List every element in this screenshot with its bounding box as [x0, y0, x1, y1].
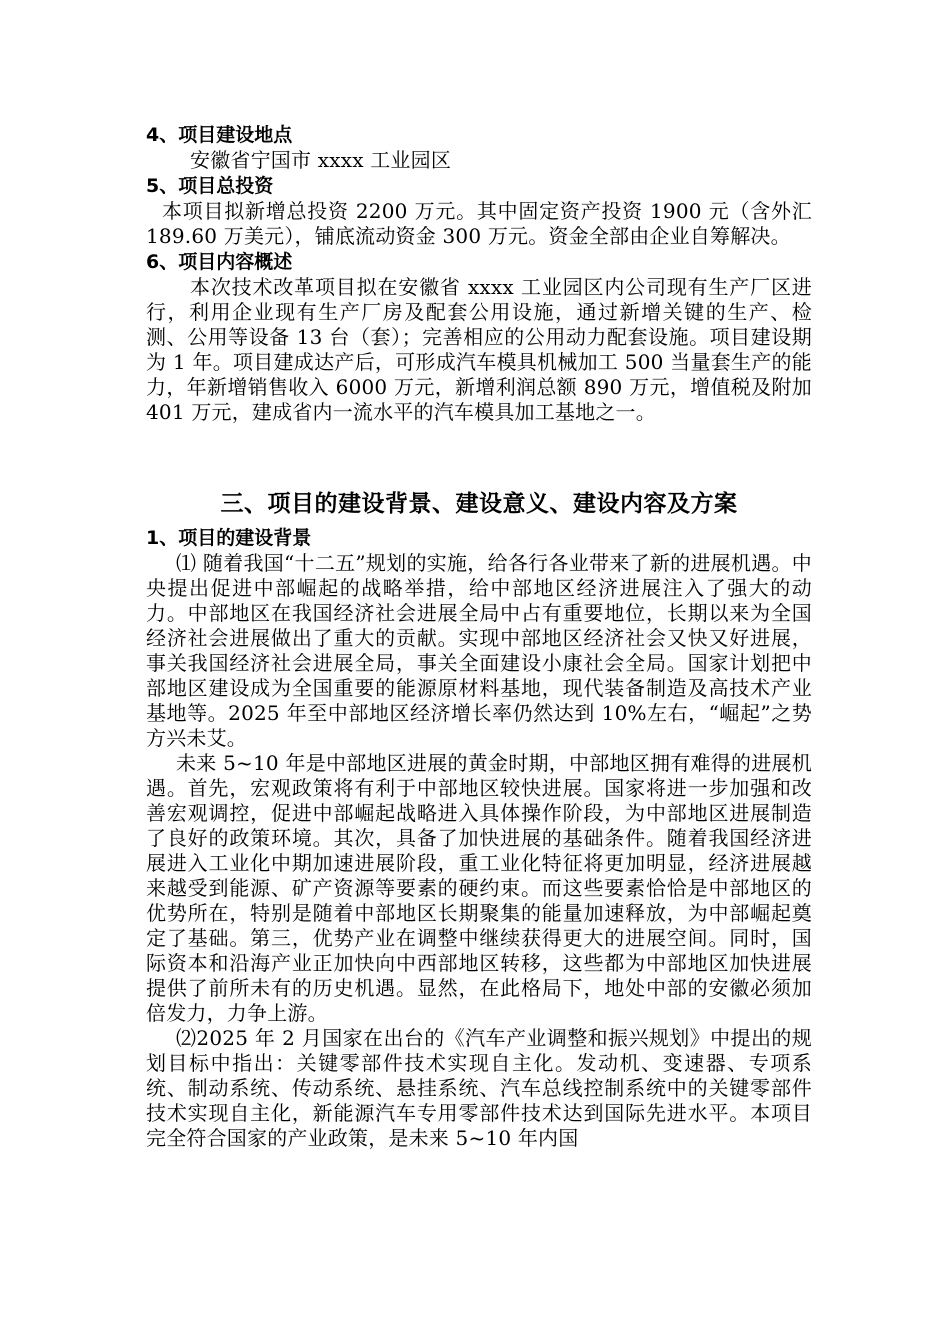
document-page: [146, 122, 812, 1151]
background-para-2: 未来 5~10 年是中部地区进展的黄金时期，中部地区拥有难得的进展机遇。首先，宏观政策将有利于中部地区较快进展。国家将进一步加强和改善宏观调控，促进中部崛起战略进入具体操作阶段，为中部地区进展制造了良好的政策环境。其次，具备了加快进展的基础条件。随着我国经济进展进入工业化中期加速进展阶段，重工业化特征将更加明显，经济进展越来越受到能源、矿产资源等要素的硬约束。而这些要素恰恰是中部地区的优势所在，特别是随着中部地区长期聚集的能量加速释放，为中部崛起奠定了基础。第三，优势产业在调整中继续获得更大的进展空间。同时，国际资本和沿海产业正加快向中西部地区转移，这些都为中部地区加快进展提供了前所未有的历史机遇。显然，在此格局下，地处中部的安徽必须加倍发力，力争上游。: [146, 751, 812, 1025]
background-para-1: ⑴ 随着我国“十二五”规划的实施，给各行各业带来了新的进展机遇。中央提出促进中部崛起的战略举措，给中部地区经济进展注入了强大的动力。中部地区在我国经济社会进展全局中占有重要地位，长期以来为全国经济社会进展做出了重大的贡献。实现中部地区经济社会又快又好进展，事关我国经济社会进展全局，事关全面建设小康社会全局。国家计划把中部地区建设成为全国重要的能源原材料基地，现代装备制造及高技术产业基地等。2025 年至中部地区经济增长率仍然达到 10%左右，“崛起”之势方兴未艾。: [146, 551, 812, 750]
item5-heading: 5、项目总投资: [146, 175, 274, 197]
item6-heading: 6、项目内容概述: [146, 251, 293, 273]
item4-heading: 4、项目建设地点: [146, 124, 293, 146]
chapter3-title: 三、项目的建设背景、建设意义、建设内容及方案: [220, 491, 738, 517]
item4-body: 安徽省宁国市 xxxx 工业园区: [190, 148, 452, 172]
background-para-3: ⑵2025 年 2 月国家在出台的《汽车产业调整和振兴规划》中提出的规划目标中指出：关键零部件技术实现自主化。发动机、变速器、专项系统、制动系统、传动系统、悬挂系统、汽车总线控制系统中的关键零部件技术实现自主化，新能源汽车专用零部件技术达到国际先进水平。本项目完全符合国家的产业政策，是未来 5~10 年内国: [146, 1026, 812, 1150]
background-heading: 1、项目的建设背景: [146, 527, 312, 549]
item6-body: 本次技术改革项目拟在安徽省 xxxx 工业园区内公司现有生产厂区进行，利用企业现有生产厂房及配套公用设施，通过新增关键的生产、检测、公用等设备 13 台（套）；完善相应的公用动力配套设施。项目建设期为 1 年。项目建成达产后，可形成汽车模具机械加工 500 当量套生产的能力，年新增销售收入 6000 万元，新增利润总额 890 万元，增值税及附加 401 万元，建成省内一流水平的汽车模具加工基地之一。: [146, 275, 812, 424]
item5-body: 本项目拟新增总投资 2200 万元。其中固定资产投资 1900 元（含外汇 189.60 万美元），铺底流动资金 300 万元。资金全部由企业自筹解决。: [146, 199, 812, 248]
